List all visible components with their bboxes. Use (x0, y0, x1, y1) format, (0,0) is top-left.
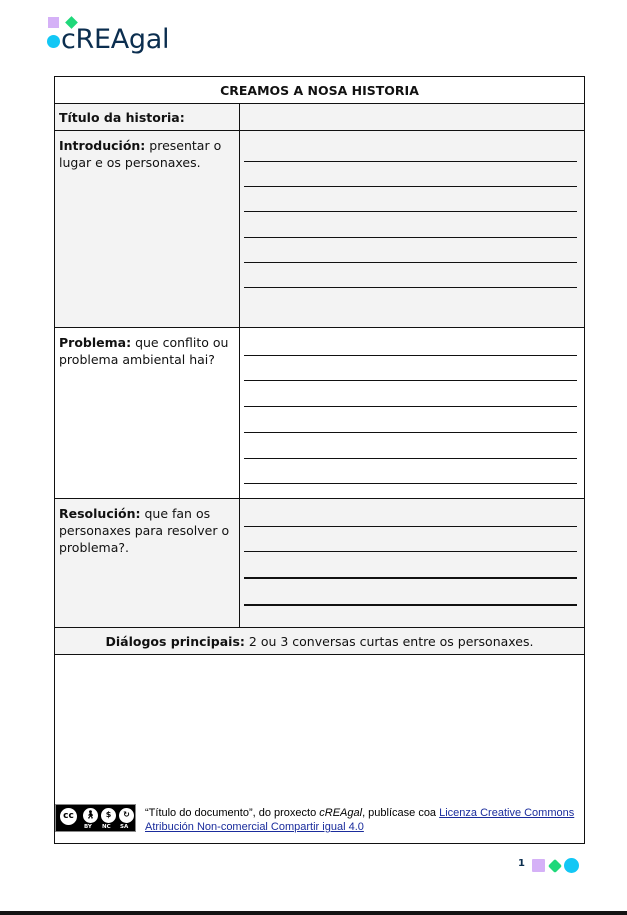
writing-line (244, 187, 577, 212)
cc-by-nc-sa-badge[interactable] (55, 804, 136, 832)
dialogs-label (55, 628, 585, 655)
writing-line (244, 212, 577, 238)
sa-label: SA (120, 824, 129, 830)
logo-text: cREAgal (61, 24, 170, 55)
creagal-logo (47, 15, 187, 55)
introduction-label-text: presentar o lugar e os personaxes. (59, 138, 222, 170)
page-bottom-border (0, 911, 627, 915)
writing-line (244, 238, 577, 263)
circle-icon (47, 35, 60, 48)
writing-line (244, 527, 577, 552)
license-link[interactable]: Licenza Creative Commons Atribución Non-comercial Compartir igual 4.0 (145, 807, 575, 833)
resolution-label-bold: Resolución: (59, 506, 141, 521)
license-text-start: “Título do documento”, do proxecto (145, 807, 320, 819)
project-name: cREAgal (319, 807, 363, 819)
writing-line (244, 552, 577, 579)
problem-field[interactable] (240, 328, 585, 499)
cc-icon: cc (58, 806, 79, 827)
worksheet-title: CREAMOS A NOSA HISTORIA (55, 77, 585, 104)
story-worksheet (54, 76, 585, 844)
resolution-label-text: que fan os personaxes para resolver o problema?. (59, 506, 230, 555)
nc-label: NC (102, 824, 111, 830)
writing-lines (240, 131, 584, 288)
resolution-label (55, 499, 240, 628)
problem-label-bold: Problema: (59, 335, 132, 350)
problem-label-text: que conflito ou problema ambiental hai? (59, 335, 229, 367)
diamond-icon (548, 859, 562, 873)
writing-lines (240, 328, 584, 484)
nc-noncommercial-icon: $ (100, 807, 117, 824)
writing-line (244, 162, 577, 187)
square-icon (532, 859, 545, 872)
writing-line (244, 407, 577, 433)
writing-lines (240, 499, 584, 606)
writing-line (244, 499, 577, 527)
writing-line (244, 328, 577, 356)
writing-line (244, 381, 577, 407)
writing-line (244, 263, 577, 288)
introduction-label-bold: Introdución: (59, 138, 146, 153)
square-icon (48, 17, 59, 28)
introduction-field[interactable] (240, 131, 585, 328)
page-number: 1 (518, 858, 525, 869)
story-title-field[interactable] (240, 104, 585, 131)
dialogs-label-text: 2 ou 3 conversas curtas entre os personaxes. (244, 633, 534, 649)
by-label: BY (84, 824, 92, 830)
license-text (145, 806, 585, 834)
dialogs-label-bold: Diálogos principais: (105, 633, 245, 649)
story-title-label: Título da historia: (55, 104, 240, 131)
writing-line (244, 433, 577, 459)
writing-line (244, 579, 577, 606)
problem-label (55, 328, 240, 499)
writing-line (244, 459, 577, 484)
circle-icon (564, 858, 579, 873)
by-attribution-icon: 🚶︎ (82, 807, 99, 824)
writing-line (244, 131, 577, 162)
introduction-label (55, 131, 240, 328)
sa-sharealike-icon: ↻ (118, 807, 135, 824)
license-text-middle: , publícase coa (362, 807, 440, 819)
writing-line (244, 356, 577, 381)
resolution-field[interactable] (240, 499, 585, 628)
